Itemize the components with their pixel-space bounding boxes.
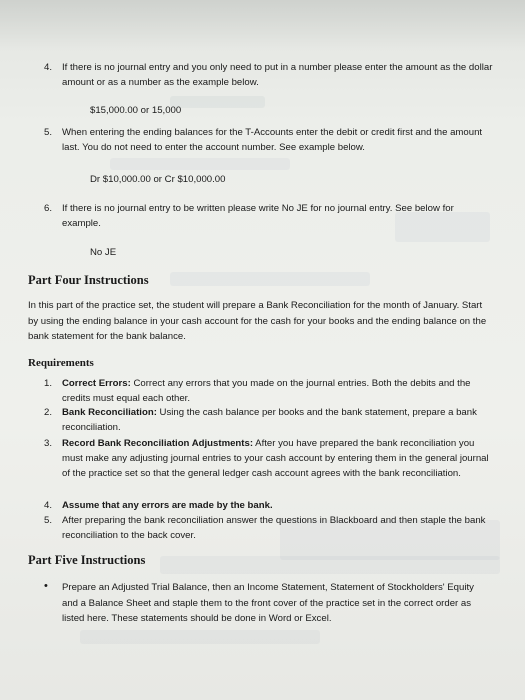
item-number: 5. xyxy=(44,127,53,138)
item-label: Assume that any errors are made by the bank. xyxy=(62,500,273,511)
example-text: Dr $10,000.00 or Cr $10,000.00 xyxy=(90,174,226,185)
bullet-marker: • xyxy=(44,580,48,592)
item-number: 2. xyxy=(44,407,53,418)
list-item xyxy=(44,436,494,498)
list-item xyxy=(44,60,494,92)
item-text: After you have prepared the bank reconciliation you must make any adjusting journal entries to your cash account by entering them in the general journal of the practice set so that the general ledger cash account agrees with the bank reconciliation. xyxy=(62,438,489,479)
page-shadow xyxy=(0,0,525,50)
item-label: Record Bank Reconciliation Adjustments: xyxy=(62,438,254,449)
item-number: 3. xyxy=(44,438,53,449)
item-label: Correct Errors: xyxy=(62,378,131,389)
bleed-through-mark xyxy=(80,630,320,644)
section-intro: In this part of the practice set, the student will prepare a Bank Reconciliation for the month of January. Start by using the ending balance in your cash account for the cash for your books and the ending balance on the bank statement for the bank balance. xyxy=(28,300,487,342)
item-label: Bank Reconciliation: xyxy=(62,407,157,418)
bullet-text: Prepare an Adjusted Trial Balance, then an Income Statement, Statement of Stockholders' Equity and a Balance Sheet and staple them to the front cover of the practice set in the correct order as listed here. These statements should be done in Word or Excel. xyxy=(62,582,474,624)
section-heading: Part Four Instructions xyxy=(28,273,149,287)
bleed-through-mark xyxy=(110,158,290,170)
example-text: No JE xyxy=(90,247,117,258)
bleed-through-mark xyxy=(160,556,500,574)
item-number: 4. xyxy=(44,62,53,73)
list-item xyxy=(44,201,494,233)
item-number: 4. xyxy=(44,500,53,511)
item-text: After preparing the bank reconciliation answer the questions in Blackboard and then staple the bank reconciliation to the back cover. xyxy=(62,515,486,541)
list-item xyxy=(44,376,494,406)
section-heading: Part Five Instructions xyxy=(28,553,146,567)
item-number: 5. xyxy=(44,515,53,526)
list-item xyxy=(44,125,494,157)
item-text: When entering the ending balances for the T-Accounts enter the debit or credit first and the amount last. You do not need to enter the account number. See example below. xyxy=(62,127,483,153)
item-text: Correct any errors that you made on the journal entries. Both the debits and the credits must equal each other. xyxy=(62,378,471,404)
list-item xyxy=(44,405,494,435)
item-text: If there is no journal entry to be written please write No JE for no journal entry. See below for example. xyxy=(62,203,454,229)
example-text: $15,000.00 or 15,000 xyxy=(90,105,182,116)
bleed-through-mark xyxy=(170,272,370,286)
item-text: If there is no journal entry and you only need to put in a number please enter the amount as the dollar amount or as a number as the example below. xyxy=(62,62,493,88)
requirements-heading: Requirements xyxy=(28,357,94,369)
item-number: 1. xyxy=(44,378,53,389)
item-text: Using the cash balance per books and the bank statement, prepare a bank reconciliation. xyxy=(62,407,477,433)
list-item xyxy=(44,498,494,513)
item-number: 6. xyxy=(44,203,53,214)
bleed-through-mark xyxy=(170,96,265,108)
list-item xyxy=(44,513,494,543)
